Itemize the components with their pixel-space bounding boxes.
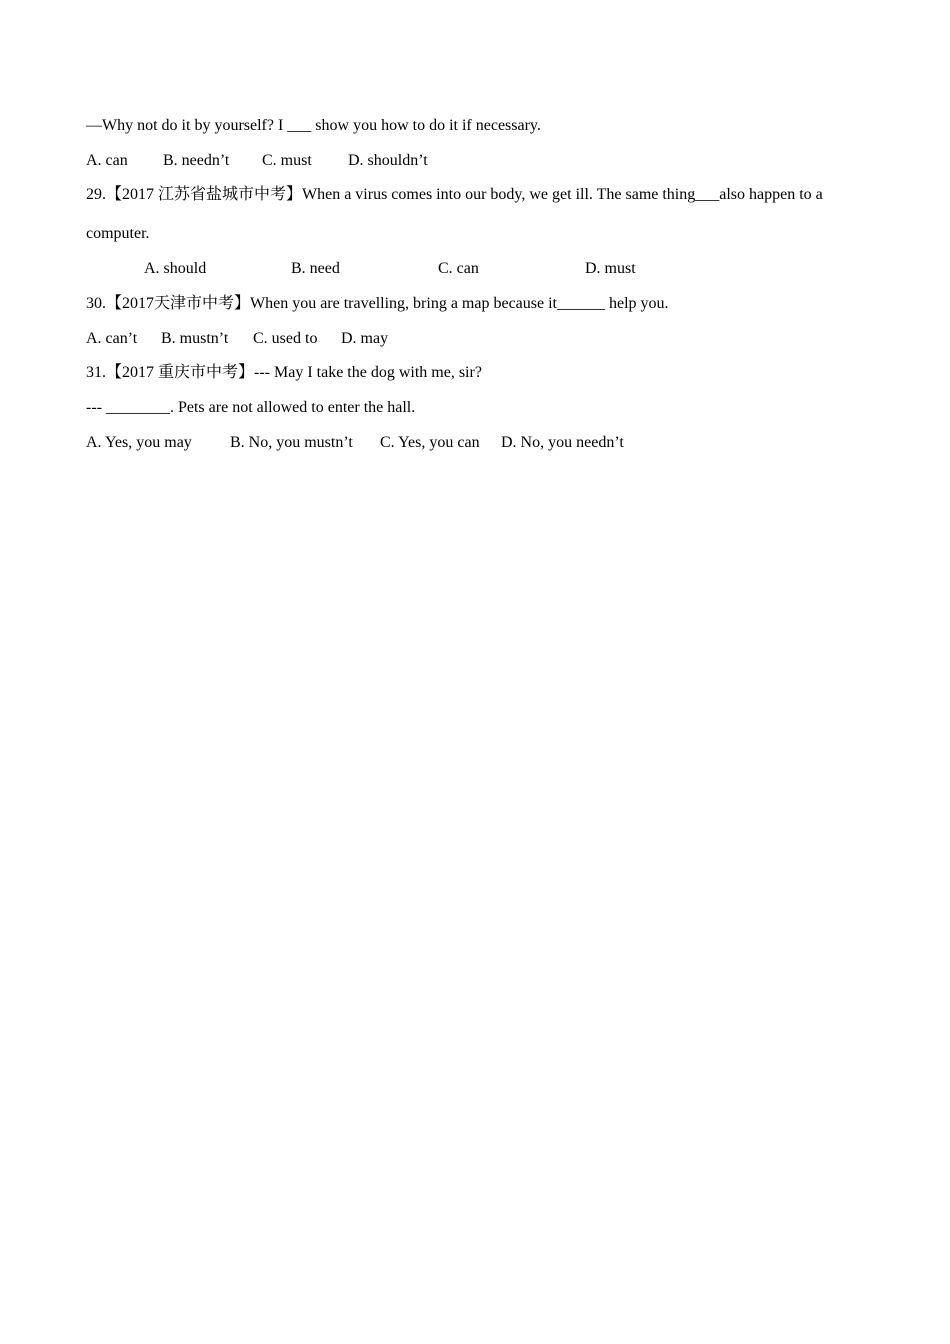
q31-option-d: D. No, you needn’t (501, 434, 624, 451)
q28-option-a: A. can (86, 152, 128, 169)
q30-stem: 30.【2017天津市中考】When you are travelling, bring a map because it______ help you. (86, 295, 669, 312)
q28-option-b: B. needn’t (163, 152, 230, 169)
q31-reply: --- ________. Pets are not allowed to enter the hall. (86, 399, 416, 416)
q29-option-a: A. should (144, 260, 207, 277)
q29-stem-line2: computer. (86, 225, 150, 242)
q30-option-d: D. may (341, 330, 389, 347)
q28-option-d: D. shouldn’t (348, 152, 428, 169)
q30-option-b: B. mustn’t (161, 330, 229, 347)
q29-option-b: B. need (291, 260, 340, 277)
q28-option-c: C. must (262, 152, 312, 169)
q29-option-d: D. must (585, 260, 636, 277)
q29-option-c: C. can (438, 260, 479, 277)
q31-option-b: B. No, you mustn’t (230, 434, 353, 451)
q30-option-a: A. can’t (86, 330, 138, 347)
q28-dialog-line: —Why not do it by yourself? I ___ show you how to do it if necessary. (86, 117, 541, 134)
q30-option-c: C. used to (253, 330, 318, 347)
q29-stem-line1: 29.【2017 江苏省盐城市中考】When a virus comes into our body, we get ill. The same thing___also happen to a (86, 186, 823, 203)
q31-option-c: C. Yes, you can (380, 434, 480, 451)
q31-option-a: A. Yes, you may (86, 434, 192, 451)
q31-stem: 31.【2017 重庆市中考】--- May I take the dog with me, sir? (86, 364, 482, 381)
